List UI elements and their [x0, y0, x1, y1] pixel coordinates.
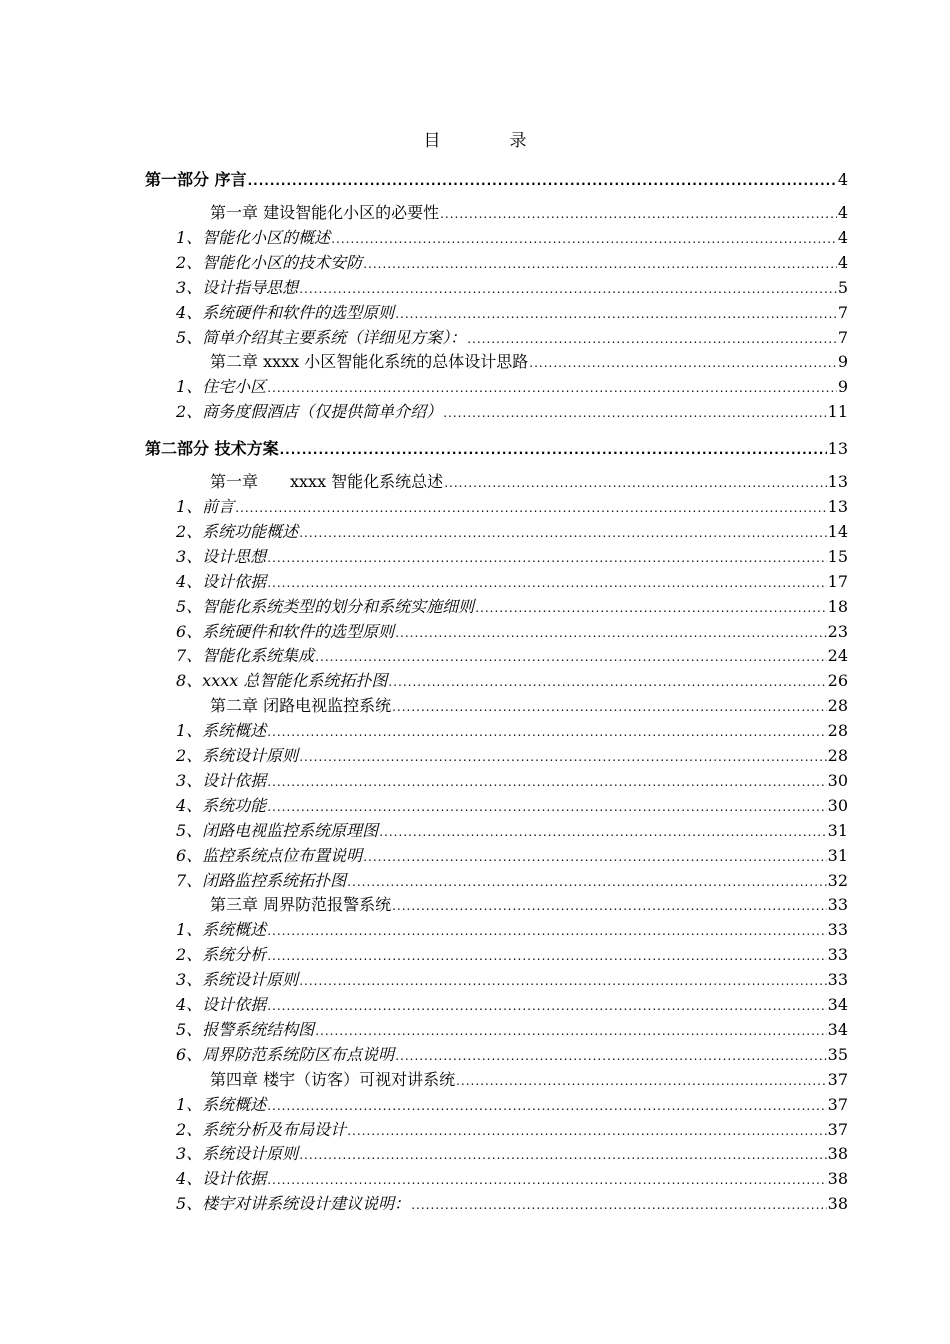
- toc-entry-label: 第四章 楼宇（访客）可视对讲系统: [210, 1069, 456, 1089]
- toc-entry-label: 1、前言: [176, 497, 235, 516]
- toc-entry-page-number: 13: [827, 472, 848, 492]
- toc-entry[interactable]: [210, 202, 848, 225]
- toc-entry[interactable]: [176, 1019, 848, 1042]
- toc-entry-label: 2、系统分析及布局设计: [176, 1119, 347, 1139]
- dot-leader: [267, 920, 826, 942]
- toc-entry-label: 1、系统概述: [176, 721, 267, 741]
- toc-entry-page-number: 7: [837, 327, 848, 347]
- toc-entry[interactable]: [176, 745, 848, 768]
- toc-entry-label: 2、系统设计原则: [176, 746, 299, 765]
- toc-entry-label: 第一章 建设智能化小区的必要性: [210, 203, 440, 222]
- toc-entry-label: 7、智能化系统集成: [176, 646, 315, 666]
- dot-leader: [267, 771, 826, 793]
- dot-leader: [315, 1020, 826, 1042]
- toc-entry[interactable]: [176, 252, 848, 275]
- toc-entry-label: 1、住宅小区: [176, 377, 267, 397]
- dot-leader: [444, 472, 826, 494]
- toc-entry[interactable]: [176, 596, 848, 619]
- toc-entry-label: 3、设计依据: [176, 770, 267, 790]
- toc-entry-page-number: 37: [827, 1069, 848, 1089]
- toc-entry[interactable]: [176, 302, 848, 325]
- dot-leader: [475, 597, 826, 619]
- toc-entry[interactable]: [176, 994, 848, 1017]
- dot-leader: [440, 203, 837, 225]
- dot-leader: [395, 303, 837, 325]
- dot-leader: [467, 328, 837, 350]
- toc-entry-page-number: 26: [827, 671, 848, 691]
- dot-leader: [235, 497, 826, 519]
- toc-entry[interactable]: [176, 401, 848, 424]
- dot-leader: [280, 439, 827, 461]
- toc-entry-label: 3、设计指导思想: [176, 277, 299, 297]
- toc-entry[interactable]: [176, 521, 848, 544]
- dot-leader: [331, 228, 837, 250]
- dot-leader: [299, 522, 826, 544]
- toc-entry-page-number: 23: [827, 621, 848, 641]
- dot-leader: [363, 846, 826, 868]
- dot-leader: [411, 1194, 826, 1216]
- toc-entry-label: 7、闭路监控系统拓扑图: [176, 870, 347, 890]
- toc-entry-label: 第二章 闭路电视监控系统: [210, 696, 392, 716]
- toc-entry-page-number: 34: [827, 995, 848, 1014]
- dot-leader: [248, 170, 837, 192]
- toc-entry-page-number: 33: [827, 895, 848, 915]
- toc-entry[interactable]: [176, 919, 848, 942]
- toc-entry-label: 4、设计依据: [176, 995, 267, 1014]
- toc-entry-label: 1、系统概述: [176, 1094, 267, 1114]
- toc-entry-page-number: 17: [827, 571, 848, 591]
- toc-entry[interactable]: [176, 277, 848, 300]
- toc-entry[interactable]: [176, 571, 848, 594]
- toc-entry-page-number: 11: [827, 402, 848, 422]
- toc-entry-page-number: 24: [827, 646, 848, 666]
- toc-entry-label: 5、楼宇对讲系统设计建议说明：: [176, 1194, 411, 1214]
- toc-entry[interactable]: [176, 1193, 848, 1216]
- toc-entry-page-number: 38: [827, 1169, 848, 1189]
- toc-entry-page-number: 15: [827, 546, 848, 566]
- toc-entry-page-number: 9: [837, 377, 848, 397]
- toc-entry-label: 3、系统设计原则: [176, 1144, 299, 1164]
- toc-entry[interactable]: [176, 1094, 848, 1117]
- toc-entry[interactable]: [176, 1119, 848, 1142]
- toc-entry[interactable]: [176, 845, 848, 868]
- toc-entry[interactable]: [210, 1069, 848, 1092]
- toc-entry[interactable]: [176, 1168, 848, 1191]
- toc-entry-page-number: 33: [827, 920, 848, 940]
- dot-leader: [299, 970, 826, 992]
- toc-entry-label: 1、智能化小区的概述: [176, 227, 331, 247]
- toc-entry-label: 2、商务度假酒店（仅提供简单介绍）: [176, 402, 443, 422]
- toc-entry-page-number: 4: [837, 170, 848, 189]
- dot-leader: [347, 871, 826, 893]
- toc-entry[interactable]: [176, 795, 848, 818]
- dot-leader: [456, 1070, 827, 1092]
- toc-entry-page-number: 28: [827, 746, 848, 765]
- dot-leader: [299, 1144, 826, 1166]
- toc-entry[interactable]: [176, 770, 848, 793]
- toc-entry-label: 4、设计依据: [176, 1169, 267, 1189]
- toc-entry-page-number: 31: [827, 845, 848, 865]
- toc-entry[interactable]: [176, 645, 848, 668]
- toc-entry-page-number: 28: [827, 721, 848, 741]
- toc-entry[interactable]: [176, 327, 848, 350]
- toc-entry[interactable]: [176, 227, 848, 250]
- toc-entry-label: 2、智能化小区的技术安防: [176, 252, 363, 272]
- toc-entry-label: 第二部分 技术方案: [145, 439, 279, 459]
- toc-entry[interactable]: [145, 438, 848, 461]
- toc-entry[interactable]: [210, 351, 848, 374]
- toc-entry-label: 5、报警系统结构图: [176, 1019, 315, 1039]
- toc-entry[interactable]: [145, 169, 848, 192]
- dot-leader: [299, 746, 826, 768]
- toc-entry-page-number: 33: [827, 970, 848, 990]
- toc-entry-label: 3、设计思想: [176, 546, 267, 566]
- toc-entry-page-number: 30: [827, 770, 848, 790]
- toc-entry-label: 5、简单介绍其主要系统（详细见方案）：: [176, 327, 467, 347]
- toc-entry[interactable]: [176, 670, 848, 693]
- toc-entry-label: 第二章 xxxx 小区智能化系统的总体设计思路: [210, 352, 529, 372]
- dot-leader: [392, 895, 827, 917]
- toc-entry[interactable]: [176, 1044, 848, 1067]
- dot-leader: [267, 547, 826, 569]
- toc-entry[interactable]: [176, 621, 848, 644]
- dot-leader: [267, 1095, 826, 1117]
- dot-leader: [315, 646, 826, 668]
- toc-entry-page-number: 31: [827, 820, 848, 840]
- toc-entry-label: 6、监控系统点位布置说明: [176, 845, 363, 865]
- toc-entry-page-number: 30: [827, 795, 848, 815]
- toc-entry[interactable]: [176, 870, 848, 893]
- toc-entry-page-number: 4: [837, 252, 848, 272]
- toc-entry-label: 5、闭路电视监控系统原理图: [176, 820, 379, 840]
- dot-leader: [267, 572, 826, 594]
- toc-entry-page-number: 13: [827, 497, 848, 516]
- toc-entry-page-number: 38: [827, 1194, 848, 1214]
- toc-entry-label: 3、系统设计原则: [176, 970, 299, 990]
- toc-entry[interactable]: [176, 720, 848, 743]
- toc-entry[interactable]: [176, 820, 848, 843]
- toc-entry-label: 4、系统硬件和软件的选型原则: [176, 302, 395, 322]
- toc-entry-page-number: 37: [827, 1094, 848, 1114]
- dot-leader: [395, 622, 826, 644]
- dot-leader: [379, 821, 826, 843]
- toc-entry-label: 8、xxxx 总智能化系统拓扑图: [176, 671, 388, 691]
- toc-entry[interactable]: [176, 944, 848, 967]
- toc-entry[interactable]: [176, 496, 848, 519]
- toc-entry-label: 第一章 xxxx 智能化系统总述: [210, 472, 444, 492]
- toc-entry-label: 1、系统概述: [176, 920, 267, 940]
- dot-leader: [395, 1045, 826, 1067]
- toc-entry[interactable]: [176, 546, 848, 569]
- toc-entry[interactable]: [210, 695, 848, 718]
- toc-entry-page-number: 37: [827, 1119, 848, 1139]
- toc-entry-page-number: 34: [827, 1019, 848, 1039]
- toc-entry-label: 5、智能化系统类型的划分和系统实施细则: [176, 596, 475, 616]
- toc-entry[interactable]: [210, 894, 848, 917]
- dot-leader: [363, 253, 837, 275]
- toc-entry[interactable]: [176, 969, 848, 992]
- toc-entry-page-number: 13: [827, 439, 848, 459]
- dot-leader: [267, 1169, 826, 1191]
- toc-entry[interactable]: [210, 471, 848, 494]
- toc-entry-label: 6、系统硬件和软件的选型原则: [176, 621, 395, 641]
- toc-entry-label: 4、系统功能: [176, 795, 267, 815]
- dot-leader: [299, 278, 837, 300]
- dot-leader: [267, 945, 826, 967]
- toc-entry-page-number: 38: [827, 1144, 848, 1164]
- dot-leader: [392, 696, 827, 718]
- toc-entry-page-number: 14: [827, 521, 848, 541]
- toc-entry-label: 第一部分 序言: [145, 170, 247, 189]
- toc-entry-page-number: 4: [837, 203, 848, 222]
- toc-entry-page-number: 35: [827, 1044, 848, 1064]
- toc-entry-label: 2、系统分析: [176, 945, 267, 965]
- toc-entry-label: 6、周界防范系统防区布点说明: [176, 1044, 395, 1064]
- dot-leader: [347, 1120, 826, 1142]
- toc-entry-page-number: 32: [827, 870, 848, 890]
- toc-entry-page-number: 33: [827, 945, 848, 965]
- toc-entry[interactable]: [176, 376, 848, 399]
- dot-leader: [267, 377, 837, 399]
- toc-entry-label: 4、设计依据: [176, 571, 267, 591]
- dot-leader: [267, 995, 826, 1017]
- toc-entry-page-number: 4: [837, 227, 848, 247]
- toc-title: 目 录: [423, 131, 553, 151]
- dot-leader: [529, 352, 837, 374]
- dot-leader: [267, 721, 826, 743]
- dot-leader: [443, 402, 826, 424]
- dot-leader: [388, 671, 826, 693]
- toc-entry[interactable]: [176, 1143, 848, 1166]
- dot-leader: [267, 796, 826, 818]
- toc-entry-page-number: 5: [837, 277, 848, 297]
- toc-entry-label: 2、系统功能概述: [176, 521, 299, 541]
- toc-entry-page-number: 9: [837, 352, 848, 372]
- toc-entry-page-number: 28: [827, 696, 848, 716]
- toc-entry-page-number: 7: [837, 302, 848, 322]
- toc-entry-label: 第三章 周界防范报警系统: [210, 895, 392, 915]
- toc-entry-page-number: 18: [827, 596, 848, 616]
